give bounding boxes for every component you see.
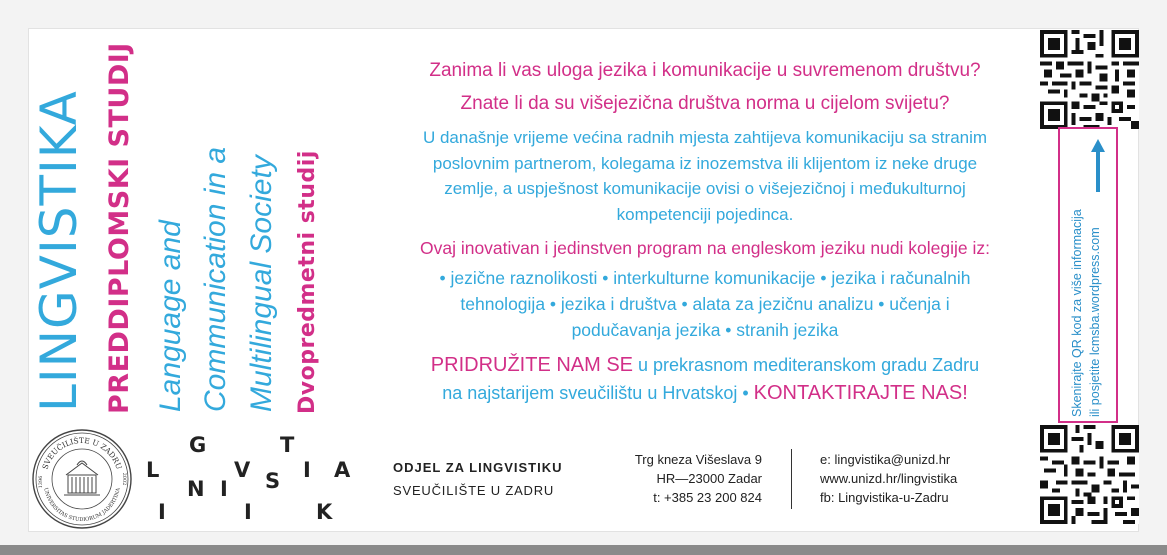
seal-top-text: SVEUČILIŠTE U ZADRU <box>40 435 124 471</box>
program-line: podučavanja jezika • stranih jezika <box>571 320 839 340</box>
intro-paragraph <box>360 125 1050 227</box>
lingvistika-title: LINGVISTIKA <box>30 90 88 412</box>
dvopredmetni-title: Dvopredmetni studij <box>295 150 320 414</box>
divider <box>791 449 792 509</box>
qr-code-bottom[interactable] <box>1040 425 1139 524</box>
qr-code-top[interactable] <box>1040 30 1139 129</box>
qr-code-bottom-icon <box>1040 425 1139 524</box>
department-block <box>393 460 563 498</box>
contact-web[interactable]: www.unizd.hr/lingvistika <box>820 471 958 486</box>
address-city: HR—23000 Zadar <box>656 471 762 486</box>
logo-letter: I <box>244 500 252 524</box>
intro-line: zemlje, a uspješnost komunikacije ovisi o višejezičnoj i međukulturnoj <box>444 179 966 198</box>
department-name: ODJEL ZA LINGVISTIKU <box>393 460 563 475</box>
question-2: Znate li da su višejezična društva norma u cijelom svijetu? <box>460 93 950 114</box>
logo-letter: K <box>316 500 333 524</box>
contact-block <box>820 450 957 507</box>
qr-info-text <box>1068 209 1104 417</box>
join-highlight: PRIDRUŽITE NAM SE <box>430 354 634 376</box>
logo-letter: I <box>303 458 311 482</box>
university-seal-icon <box>30 427 134 531</box>
logo-letter: V <box>234 458 251 482</box>
contact-highlight: KONTAKTIRAJTE NAS! <box>753 382 968 404</box>
contact-email[interactable]: e: lingvistika@unizd.hr <box>820 452 951 467</box>
join-line-1 <box>360 351 1050 379</box>
program-line: • jezične raznolikosti • interkulturne komunikacije • jezika i računalnih <box>439 268 971 288</box>
program-line: tehnologija • jezika i društva • alata za jezičnu analizu • učenja i <box>460 294 950 314</box>
intro-line: U današnje vrijeme većina radnih mjesta zahtijeva komunikaciju sa stranim <box>422 128 988 147</box>
preddiplomski-title: PREDDIPLOMSKI STUDIJ <box>104 42 135 414</box>
english-title-line3: Multilingual Society <box>245 155 278 412</box>
contact-facebook[interactable]: fb: Lingvistika-u-Zadru <box>820 490 949 505</box>
intro-line: poslovnim partnerom, kolegama iz inozemstva ili klijentom iz neke druge <box>432 153 978 173</box>
join-line-2 <box>360 379 1050 407</box>
seal-left-year: 1396 <box>38 475 44 489</box>
qr-info-line1: Skenirajte QR kod za više informacija <box>1070 209 1084 417</box>
english-title-line2: Communication in a <box>199 146 232 412</box>
logo-letter: G <box>189 433 207 457</box>
seal-bottom-text: UNIVERSITAS STUDIORUM JADERTINA <box>42 487 122 524</box>
join-line2-text: na najstarijem sveučilištu u Hrvatskoj • <box>442 383 754 403</box>
logo-letter: N <box>187 477 205 501</box>
address-phone: t: +385 23 200 824 <box>653 490 762 505</box>
logo-letter: I <box>220 477 228 501</box>
logo-letter: S <box>265 469 281 493</box>
logo-letter: T <box>280 433 295 457</box>
address-street: Trg kneza Višeslava 9 <box>634 452 762 467</box>
bottom-bar <box>0 545 1167 555</box>
qr-code-top-icon <box>1040 30 1139 129</box>
program-courses <box>385 265 1025 343</box>
logo-letter: L <box>146 458 160 482</box>
qr-info-line2: ili posjetite lcmsba.wordpress.com <box>1088 227 1102 417</box>
join-paragraph <box>360 351 1050 407</box>
intro-line: kompetenciji pojedinca. <box>616 204 794 224</box>
logo-letter: I <box>158 500 166 524</box>
logo-letter: A <box>334 458 351 482</box>
address-block <box>600 450 762 507</box>
join-text: u prekrasnom mediteranskom gradu Zadru <box>633 355 980 375</box>
university-name: SVEUČILIŠTE U ZADRU <box>393 483 555 498</box>
question-1: Zanima li vas uloga jezika i komunikacije u suvremenom društvu? <box>429 60 981 81</box>
seal-right-year: 2002 <box>121 472 127 486</box>
arrow-up-shaft <box>1096 150 1100 192</box>
english-title-line1: Language and <box>154 220 187 412</box>
program-intro: Ovaj inovativan i jedinstven program na engleskom jeziku nudi kolegije iz: <box>419 238 991 258</box>
